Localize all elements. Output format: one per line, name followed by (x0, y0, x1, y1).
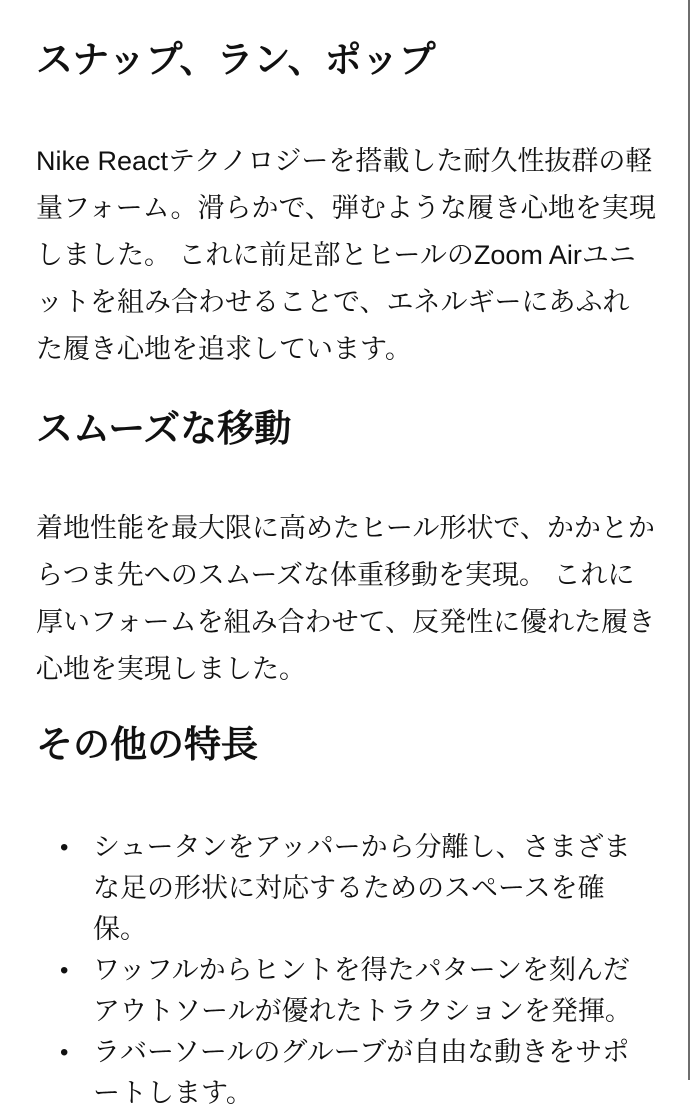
list-item-text: ラバーソールのグルーブが自由な動きをサポートします。 (93, 1037, 630, 1108)
bullet-icon: • (60, 1039, 69, 1066)
list-item (36, 827, 656, 950)
feature-list (36, 827, 656, 1114)
section-heading-smooth-transition: スムーズな移動 (36, 408, 292, 449)
bullet-icon: • (60, 957, 69, 984)
section-heading-other-features: その他の特長 (36, 724, 258, 765)
list-item (36, 950, 656, 1032)
list-item (36, 1032, 656, 1114)
paragraph-heel-shape: 着地性能を最大限に高めたヒール形状で、かかとからつま先へのスムーズな体重移動を実現。 これに厚いフォームを組み合わせて、反発性に優れた履き心地を実現しました。 (36, 513, 656, 684)
list-item-text: ワッフルからヒントを得たパターンを刻んだアウトソールが優れたトラクションを発揮。 (93, 955, 632, 1026)
section-heading-snap-run-pop: スナップ、ラン、ポップ (36, 39, 436, 80)
bullet-icon: • (60, 834, 69, 861)
paragraph-react-technology: Nike Reactテクノロジーを搭載した耐久性抜群の軽量フォーム。滑らかで、弾むような履き心地を実現しました。 これに前足部とヒールのZoom Airユニットを組み合わせることで、エネルギーにあふれた履き心地を追求しています。 (36, 146, 656, 364)
window-edge-divider (688, 0, 690, 1080)
list-item-text: シュータンをアッパーから分離し、さまざまな足の形状に対応するためのスペースを確保。 (93, 832, 631, 944)
